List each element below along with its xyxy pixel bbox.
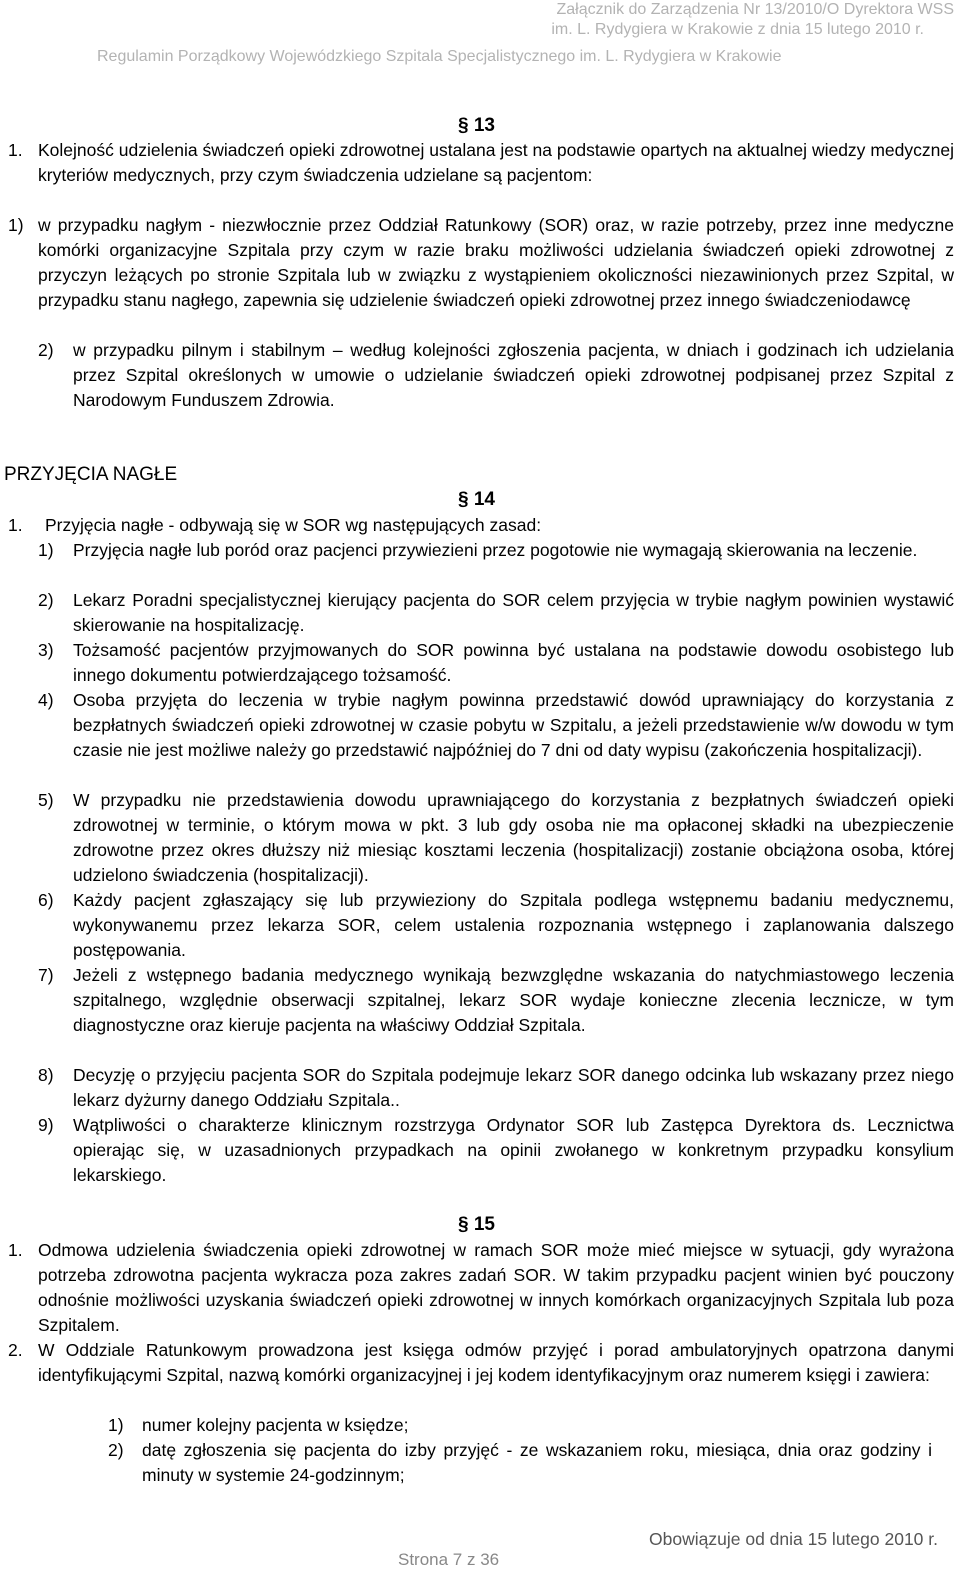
s14-item-text: Każdy pacjent zgłaszający się lub przywieziony do Szpitala podlega wstępnemu badaniu medycznemu, wykonywanemu przez lekarza SOR, celem ustalenia rozpoznania wstępnego i zaplanowania dalszego postępowania. xyxy=(73,890,954,960)
s13-item-1-text: w przypadku nagłym - niezwłocznie przez Oddział Ratunkowy (SOR) oraz, w razie potrzeby, przez inne medyczne komórki organizacyjne Szpitala przy czym w razie braku możliwości udzielania świadczeń opieki zdrowotnej z przyczyn leżących po stronie Szpitala lub w związku z wystąpieniem okoliczności niezawinionych przez Szpital, w przypadku stanu nagłego, zapewnia się udzielenie świadczeń opieki zdrowotnej przez innego świadczeniodawcę xyxy=(38,215,954,310)
header-line-1: Załącznik do Zarządzenia Nr 13/2010/O Dyrektora WSS xyxy=(556,1,954,18)
s13-p1-text: Kolejność udzielenia świadczeń opieki zdrowotnej ustalana jest na podstawie opartych na aktualnej wiedzy medycznej kryteriów medycznych, przy czym świadczenia udzielane są pacjentom: xyxy=(38,140,954,185)
section-15-label: § 15 xyxy=(458,1214,495,1235)
s14-item-number: 9) xyxy=(38,1115,54,1135)
s13-p1-number: 1. xyxy=(8,140,23,160)
s15-sub-2-number: 2) xyxy=(108,1440,124,1460)
s15-sub-2-text: datę zgłoszenia się pacjenta do izby przyjęć - ze wskazaniem roku, miesiąca, dnia oraz godziny i minuty w systemie 24-godzinnym; xyxy=(142,1440,932,1485)
s15-p2-text: W Oddziale Ratunkowym prowadzona jest księga odmów przyjęć i porad ambulatoryjnych opatrzona danymi identyfikującymi Szpital, nazwą komórki organizacyjnej i jej kodem identyfikacyjnym oraz numerem księgi i zawiera: xyxy=(38,1340,954,1385)
s14-item-number: 5) xyxy=(38,790,54,810)
s14-item-text: Tożsamość pacjentów przyjmowanych do SOR powinna być ustalana na podstawie dowodu osobistego lub innego dokumentu potwierdzającego tożsamość. xyxy=(73,640,954,685)
s13-item-2-number: 2) xyxy=(38,340,54,360)
page-number: Strona 7 z 36 xyxy=(398,1550,500,1569)
s14-item-text: Wątpliwości o charakterze klinicznym rozstrzyga Ordynator SOR lub Zastępca Dyrektora ds. Lecznictwa opierając się, w uzasadnionych przypadkach na opinii zwołanego w konkretnym przypadku konsylium lekarskiego. xyxy=(73,1115,954,1185)
s14-item-text: W przypadku nie przedstawienia dowodu uprawniającego do korzystania z bezpłatnych świadczeń opieki zdrowotnej w terminie, o którym mowa w pkt. 3 lub gdy osoba nie ma opłaconej składki na ubezpieczenie zdrowotne przez okres dłuższy niż miesiąc kosztami leczenia (hospitalizacji) zostanie obciążona osoba, której udzielono świadczenia (hospitalizacji). xyxy=(73,790,954,885)
effective-date: Obowiązuje od dnia 15 lutego 2010 r. xyxy=(649,1529,938,1549)
s14-item-number: 7) xyxy=(38,965,54,985)
s14-item-number: 2) xyxy=(38,590,54,610)
s14-item-number: 1) xyxy=(38,540,54,560)
s14-item-text: Decyzję o przyjęciu pacjenta SOR do Szpitala podejmuje lekarz SOR danego odcinka lub wskazany przez niego lekarz dyżurny danego Oddziału Szpitala.. xyxy=(73,1065,954,1110)
s14-item-text: Osoba przyjęta do leczenia w trybie nagłym powinna przedstawić dowód uprawniający do korzystania z bezpłatnych świadczeń opieki zdrowotnej w czasie pobytu w Szpitalu, a jeżeli przedstawienie w/w dowodu w tym czasie nie jest możliwe należy go przedstawić najpóźniej do 7 dni od daty wypisu (zakończenia hospitalizacji). xyxy=(73,690,954,760)
s14-item-text: Przyjęcia nagłe lub poród oraz pacjenci przywiezieni przez pogotowie nie wymagają skierowania na leczenie. xyxy=(73,540,918,560)
s15-p2-number: 2. xyxy=(8,1340,23,1360)
s14-item-number: 4) xyxy=(38,690,54,710)
s14-item-text: Jeżeli z wstępnego badania medycznego wynikają bezwzględne wskazania do natychmiastowego leczenia szpitalnego, względnie obserwacji szpitalnej, lekarz SOR wydaje konieczne zlecenia lecznicze, w tym diagnostyczne oraz kieruje pacjenta na właściwy Oddział Szpitala. xyxy=(73,965,954,1035)
s13-item-2-text: w przypadku pilnym i stabilnym – według kolejności zgłoszenia pacjenta, w dniach i godzinach ich udzielania przez Szpital określonych w umowie o udzielanie świadczeń opieki zdrowotnej podpisanej przez Szpital z Narodowym Funduszem Zdrowia. xyxy=(73,340,954,410)
s15-sub-1-number: 1) xyxy=(108,1415,124,1435)
section-13-label: § 13 xyxy=(458,115,495,136)
s15-p1-number: 1. xyxy=(8,1240,23,1260)
s14-item-text: Lekarz Poradni specjalistycznej kierujący pacjenta do SOR celem przyjęcia w trybie nagłym powinien wystawić skierowanie na hospitalizację. xyxy=(73,590,954,635)
s14-item-number: 3) xyxy=(38,640,54,660)
s14-p1-number: 1. xyxy=(8,515,23,535)
s15-p1-text: Odmowa udzielenia świadczenia opieki zdrowotnej w ramach SOR może mieć miejsce w sytuacji, gdy wyrażona potrzeba zdrowotna pacjenta wykracza poza zakres zadań SOR. W takim przypadku pacjent winien być pouczony odnośnie możliwości uzyskania świadczeń opieki zdrowotnej w innych komórkach organizacyjnych Szpitala lub poza Szpitalem. xyxy=(38,1240,954,1335)
s14-p1-text: Przyjęcia nagłe - odbywają się w SOR wg następujących zasad: xyxy=(45,515,542,535)
s13-item-1-number: 1) xyxy=(8,215,24,235)
header-line-2: im. L. Rydygiera w Krakowie z dnia 15 lutego 2010 r. xyxy=(551,21,924,38)
section-heading: PRZYJĘCIA NAGŁE xyxy=(4,464,178,485)
header-line-3: Regulamin Porządkowy Wojewódzkiego Szpitala Specjalistycznego im. L. Rydygiera w Krakowie xyxy=(97,48,782,65)
s15-sub-1-text: numer kolejny pacjenta w księdze; xyxy=(142,1415,409,1435)
s14-item-number: 8) xyxy=(38,1065,54,1085)
section-14-label: § 14 xyxy=(458,489,495,510)
s14-item-number: 6) xyxy=(38,890,54,910)
